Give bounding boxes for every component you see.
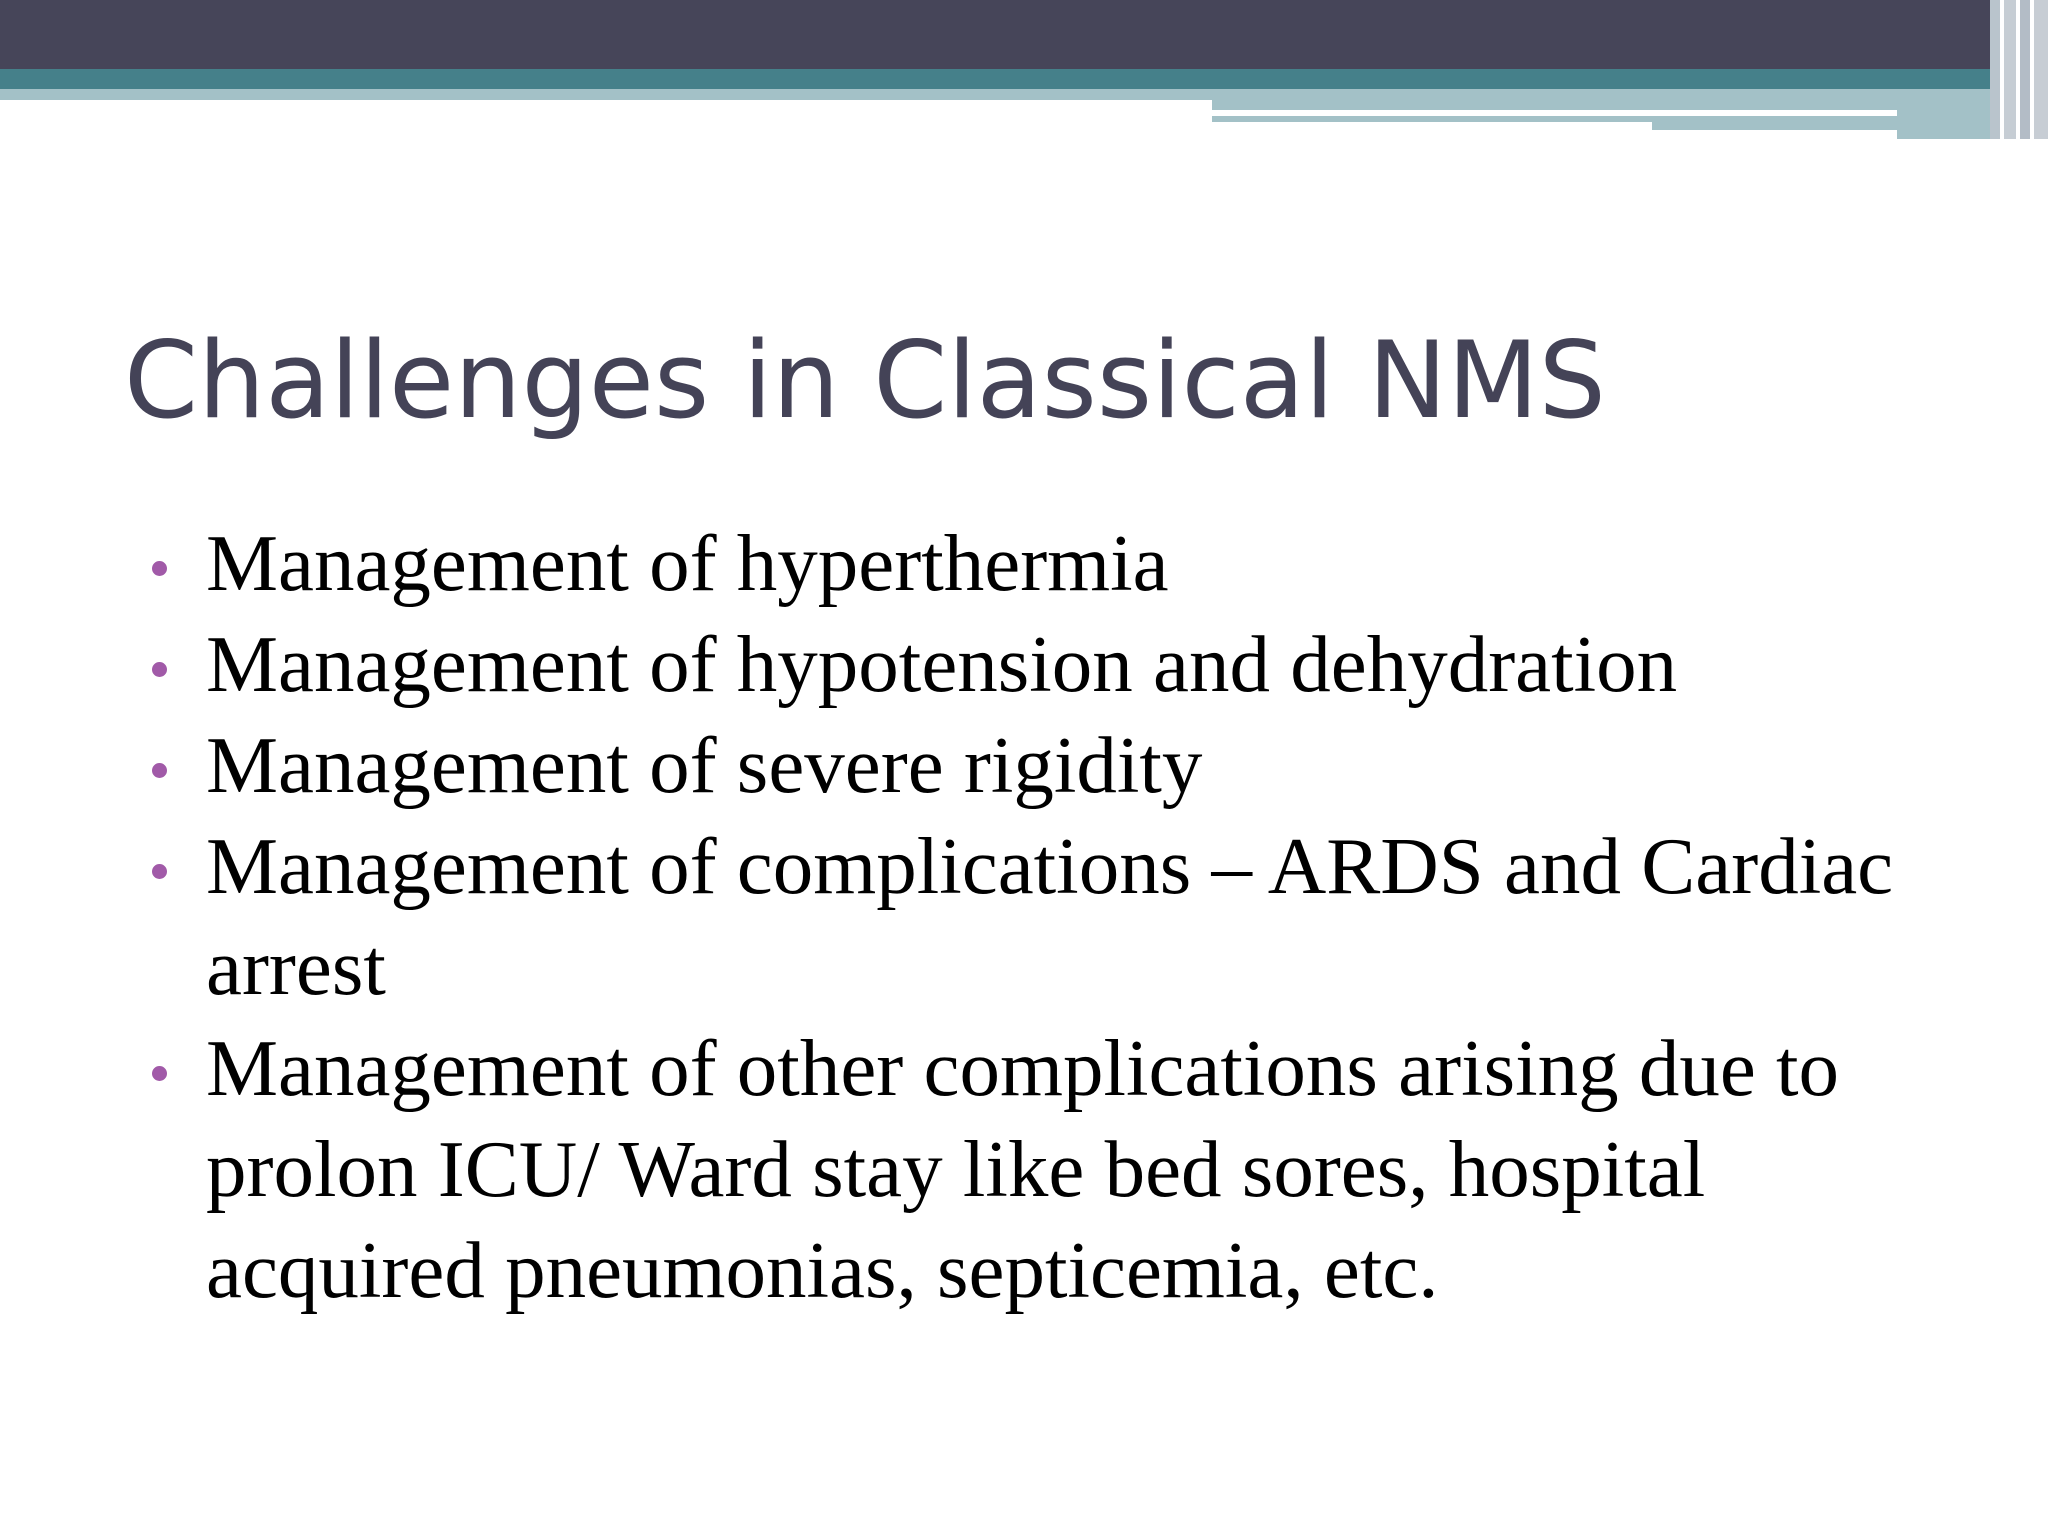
list-item <box>142 816 1942 1018</box>
list-item <box>142 614 1942 715</box>
bullet-dot-icon <box>152 1066 167 1081</box>
bullet-dot-icon <box>152 763 167 778</box>
header-accent-line <box>1212 110 1897 116</box>
list-item <box>142 513 1942 614</box>
bullet-dot-icon <box>152 864 167 879</box>
bullet-dot-icon <box>152 561 167 576</box>
bullet-text: Management of hypotension and dehydration <box>206 619 1678 709</box>
header-accent-block <box>1212 122 1652 139</box>
header-accent-block-secondary <box>1652 130 1897 139</box>
bullet-dot-icon <box>152 662 167 677</box>
header-band-light-left <box>0 89 1212 100</box>
bullet-list <box>142 513 1942 1321</box>
list-item <box>142 715 1942 816</box>
bullet-text: Management of complications – ARDS and Cardiac arrest <box>206 821 1894 1012</box>
header-stripes <box>1990 0 2048 139</box>
header-band-dark <box>0 0 2048 69</box>
header-band-teal <box>0 69 2048 89</box>
slide-title: Challenges in Classical NMS <box>124 319 1606 442</box>
bullet-text: Management of other complications arising due to prolon ICU/ Ward stay like bed sores, hospital acquired pneumonias, septicemia, etc. <box>206 1023 1840 1315</box>
bullet-text: Management of severe rigidity <box>206 720 1203 810</box>
bullet-text: Management of hyperthermia <box>206 518 1169 608</box>
list-item <box>142 1018 1942 1321</box>
